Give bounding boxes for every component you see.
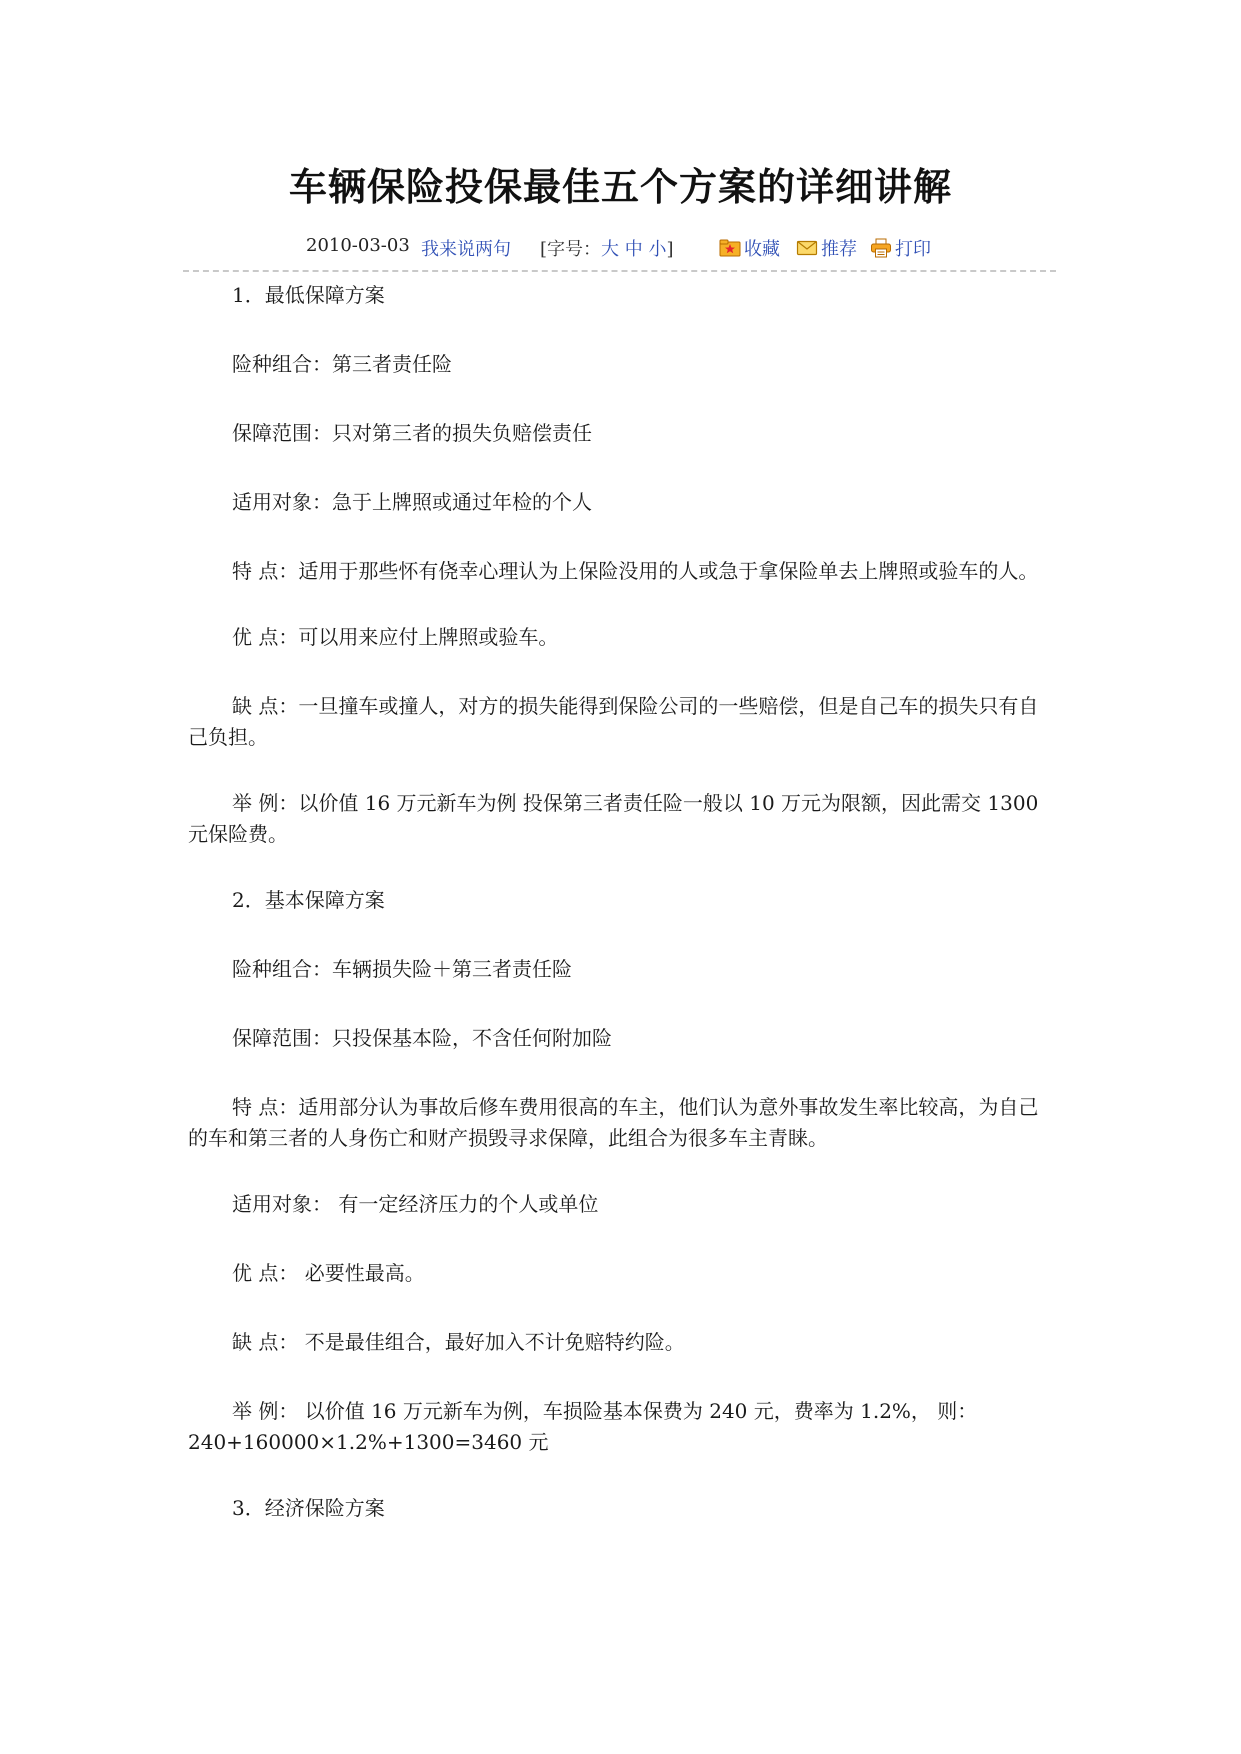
article-title: 车辆保险投保最佳五个方案的详细讲解	[288, 165, 952, 209]
print-link[interactable]	[870, 235, 931, 261]
collect-link[interactable]	[719, 235, 780, 261]
comment-link[interactable]: 我来说两句	[421, 239, 511, 260]
body-paragraph: 险种组合：车辆损失险＋第三者责任险	[232, 957, 572, 981]
body-paragraph: 优 点：可以用来应付上牌照或验车。	[232, 625, 559, 649]
publish-date: 2010-03-03	[306, 235, 410, 256]
body-paragraph: 优 点： 必要性最高。	[232, 1261, 425, 1285]
body-paragraph: 保障范围：只投保基本险，不含任何附加险	[232, 1026, 612, 1050]
star-folder-icon	[719, 238, 741, 258]
font-size-selector	[540, 235, 674, 261]
section-heading: 1．最低保障方案	[232, 283, 385, 307]
recommend-link[interactable]	[796, 235, 857, 261]
envelope-icon	[796, 238, 818, 258]
font-size-large-link[interactable]: 大	[601, 239, 620, 260]
article-meta-bar	[0, 235, 1241, 261]
body-paragraph: 特 点：适用于那些怀有侥幸心理认为上保险没用的人或急于拿保险单去上牌照或验车的人。	[232, 559, 1039, 583]
body-paragraph: 举 例： 以价值 16 万元新车为例，车损险基本保费为 240 元，费率为 1.2%， 则：240+160000×1.2%+1300=3460 元	[188, 1399, 978, 1454]
print-label: 打印	[895, 239, 931, 260]
section-heading: 3．经济保险方案	[232, 1496, 385, 1520]
body-paragraph: 特 点：适用部分认为事故后修车费用很高的车主，他们认为意外事故发生率比较高，为自己的车和第三者的人身伤亡和财产损毁寻求保障，此组合为很多车主青睐。	[188, 1095, 1039, 1150]
body-paragraph: 适用对象： 有一定经济压力的个人或单位	[232, 1192, 599, 1216]
body-paragraph: 适用对象：急于上牌照或通过年检的个人	[232, 490, 592, 514]
body-paragraph: 保障范围：只对第三者的损失负赔偿责任	[232, 421, 592, 445]
body-paragraph: 缺 点： 不是最佳组合，最好加入不计免赔特约险。	[232, 1330, 685, 1354]
body-paragraph: 举 例：以价值 16 万元新车为例 投保第三者责任险一般以 10 万元为限额，因此需交 1300 元保险费。	[188, 791, 1039, 846]
collect-label: 收藏	[744, 239, 780, 260]
font-size-medium-link[interactable]: 中	[624, 239, 643, 260]
body-paragraph: 缺 点：一旦撞车或撞人，对方的损失能得到保险公司的一些赔偿，但是自己车的损失只有自己负担。	[188, 694, 1039, 749]
section-heading: 2．基本保障方案	[232, 888, 385, 912]
body-paragraph: 险种组合：第三者责任险	[232, 352, 452, 376]
recommend-label: 推荐	[821, 239, 857, 260]
font-size-prefix: [字号：	[540, 239, 602, 260]
printer-icon	[870, 238, 892, 258]
font-size-small-link[interactable]: 小	[648, 239, 667, 260]
article-body	[188, 280, 1054, 1562]
header-divider	[183, 270, 1056, 272]
font-size-suffix: ]	[666, 239, 674, 260]
